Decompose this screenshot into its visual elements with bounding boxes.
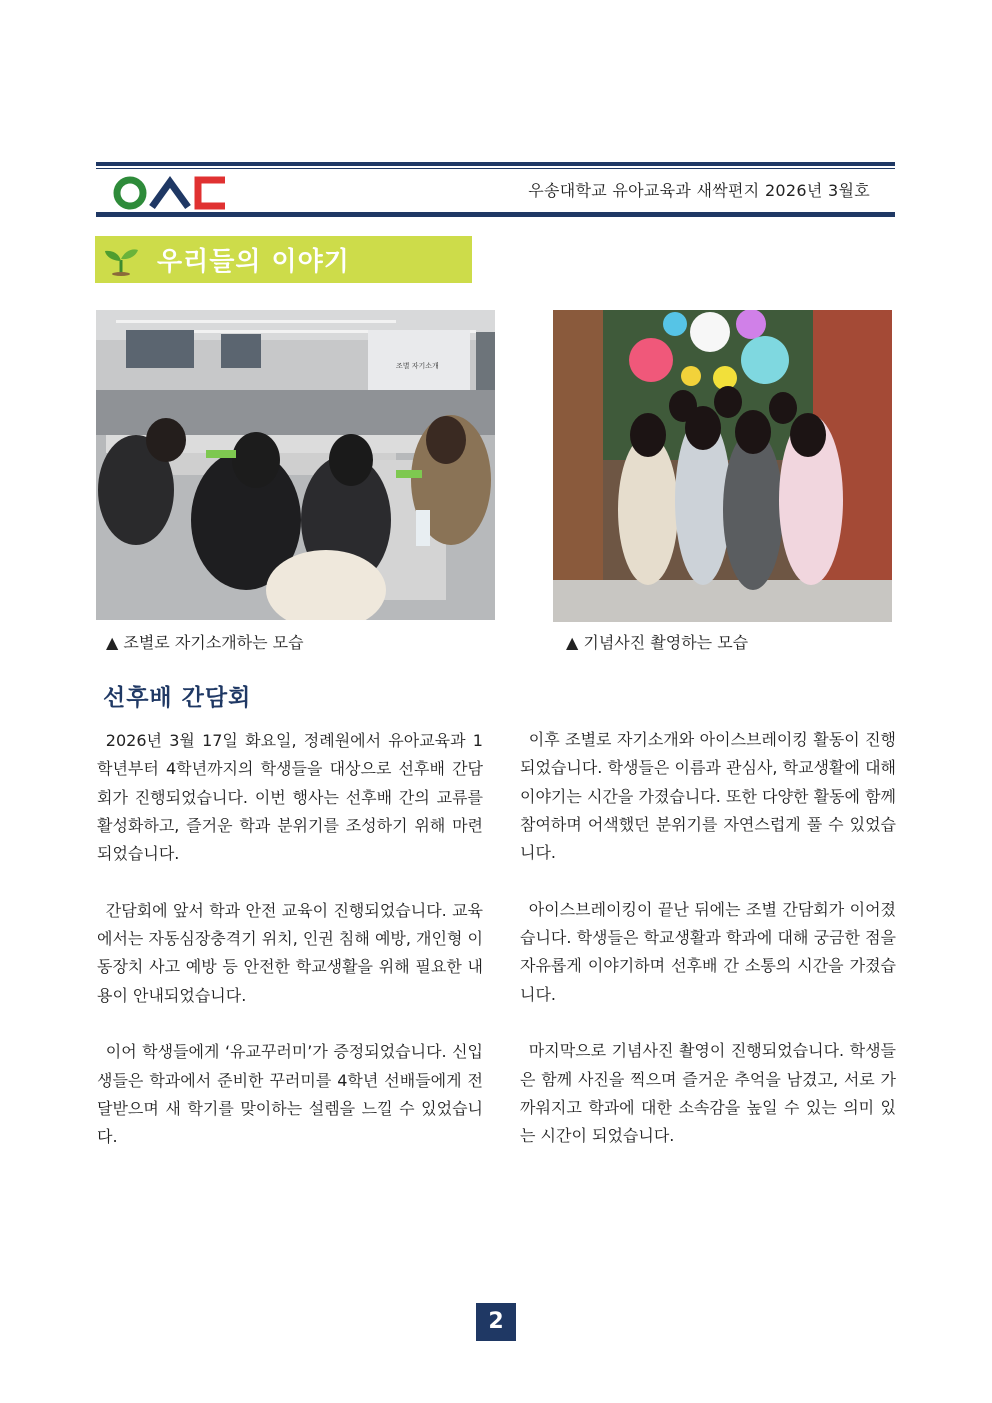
header-rule-top-thin [96, 168, 895, 169]
paragraph: 아이스브레이킹이 끝난 뒤에는 조별 간담회가 이어졌습니다. 학생들은 학교생활과 학과에 대해 궁금한 점을 자유롭게 이야기하며 선후배 간 소통의 시간을 가졌습니다. [520, 899, 896, 1004]
newsletter-title: 우송대학교 유아교육과 새싹편지 2026년 3월호 [528, 181, 870, 200]
commemorative-photo [553, 310, 892, 622]
department-logo [112, 176, 230, 210]
paragraph: 2026년 3월 17일 화요일, 정례원에서 유아교육과 1학년부터 4학년까지의 학생들을 대상으로 선후배 간담회가 진행되었습니다. 이번 행사는 선후배 간의 교류를 활성화하고, 즐거운 학과 분위기를 조성하기 위해 마련되었습니다. [97, 731, 483, 864]
paragraph: 마지막으로 기념사진 촬영이 진행되었습니다. 학생들은 함께 사진을 찍으며 즐거운 추억을 남겼고, 서로 가까워지고 학과에 대한 소속감을 높일 수 있는 의미 있는 시간이 되었습니다. [520, 1041, 896, 1146]
paragraph: 이어 학생들에게 ‘유교꾸러미’가 증정되었습니다. 신입생들은 학과에서 준비한 꾸러미를 4학년 선배들에게 전달받으며 새 학기를 맞이하는 설렘을 느낄 수 있었습니다. [97, 1042, 483, 1147]
article-title: 선후배 간담회 [103, 685, 252, 711]
photo-caption-introduction: ▲ 조별로 자기소개하는 모습 [106, 633, 304, 652]
header-rule-top [96, 162, 895, 166]
page-number: 2 [476, 1303, 516, 1341]
header-rule-bottom [96, 212, 895, 217]
paragraph: 이후 조별로 자기소개와 아이스브레이킹 활동이 진행되었습니다. 학생들은 이름과 관심사, 학교생활에 대해 이야기는 시간을 가졌습니다. 또한 다양한 활동에 함께 참여하며 어색했던 분위기를 자연스럽게 풀 수 있었습니다. [520, 730, 896, 863]
article-left-column [97, 727, 483, 1180]
sprout-icon [103, 244, 139, 276]
section-title: 우리들의 이야기 [157, 247, 350, 277]
screen-text: 조별 자기소개 [396, 362, 439, 370]
group-introduction-photo [96, 310, 495, 620]
photo-caption-commemorative: ▲ 기념사진 촬영하는 모습 [566, 633, 749, 652]
article-right-column [520, 726, 896, 1179]
paragraph: 간담회에 앞서 학과 안전 교육이 진행되었습니다. 교육에서는 자동심장충격기 위치, 인권 침해 예방, 개인형 이동장치 사고 예방 등 안전한 학교생활을 위해 필요한 내용이 안내되었습니다. [97, 900, 483, 1005]
